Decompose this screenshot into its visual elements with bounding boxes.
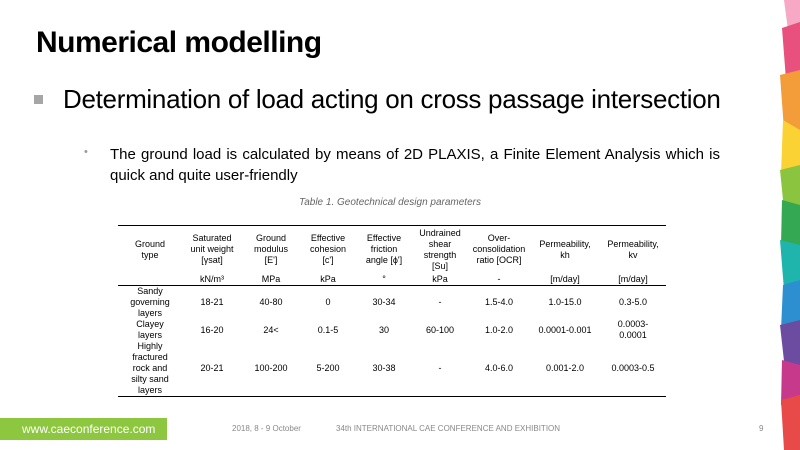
- table-caption: Table 1. Geotechnical design parameters: [299, 197, 481, 208]
- table-cell: -: [412, 341, 468, 397]
- column-header: Ground type: [118, 226, 182, 274]
- bullet-level1: [34, 84, 721, 115]
- column-header: Permeability, kh: [530, 226, 600, 274]
- page-number: 9: [759, 424, 764, 433]
- footer-date: 2018, 8 - 9 October: [232, 424, 301, 433]
- table-header-row: [118, 226, 666, 274]
- column-header: Over- consolidation ratio [OCR]: [468, 226, 530, 274]
- column-header: Undrained shear strength [Su]: [412, 226, 468, 274]
- column-header: Effective cohesion [c']: [300, 226, 356, 274]
- column-unit: kPa: [412, 273, 468, 286]
- table-cell: Highly fractured rock and silty sand layers: [118, 341, 182, 397]
- table-cell: 18-21: [200, 297, 224, 307]
- column-header: Permeability, kv: [600, 226, 666, 274]
- column-unit: [m/day]: [600, 273, 666, 286]
- table-cell: 0.0003- 0.0001: [617, 319, 649, 340]
- column-header: Effective friction angle [ϕ']: [356, 226, 412, 274]
- table-cell: 16-20: [200, 324, 224, 335]
- footer-event: 34th INTERNATIONAL CAE CONFERENCE AND EXHIBITION: [336, 424, 561, 433]
- table-cell: 30-34: [372, 297, 396, 307]
- column-unit: [m/day]: [530, 273, 600, 286]
- table-cell: 60-100: [425, 324, 455, 335]
- table-units-row: [118, 273, 666, 286]
- table-cell: 1.0-15.0: [548, 297, 582, 307]
- square-bullet-icon: [34, 95, 43, 104]
- table-cell: 100-200: [242, 341, 300, 397]
- table-cell: Sandy governing layers: [130, 286, 170, 318]
- column-header: Ground modulus [E']: [242, 226, 300, 274]
- table-cell: 24<: [263, 324, 279, 335]
- bullet-level1-text: Determination of load acting on cross passage intersection: [63, 84, 721, 114]
- geotechnical-parameters-table: [118, 225, 666, 397]
- table-cell: 20-21: [182, 341, 242, 397]
- column-unit: kN/m³: [182, 273, 242, 286]
- table-cell: 1.5-4.0: [484, 297, 514, 307]
- table-row: [118, 341, 666, 397]
- column-unit: [118, 273, 182, 286]
- table-cell: 0.0003-0.5: [600, 341, 666, 397]
- table-cell: 5-200: [300, 341, 356, 397]
- bullet-level2-text: The ground load is calculated by means of 2D PLAXIS, a Finite Element Analysis which is quick and quite user-friendly: [110, 146, 720, 184]
- column-unit: °: [356, 273, 412, 286]
- table-row: [118, 286, 666, 320]
- table-cell: -: [438, 297, 442, 307]
- slide-title: Numerical modelling: [36, 26, 322, 59]
- table-cell: 0.3-5.0: [618, 297, 648, 307]
- table-cell: 30: [378, 324, 389, 335]
- column-header: Saturated unit weight [γsat]: [182, 226, 242, 274]
- table-cell: 0: [325, 297, 331, 307]
- table-cell: 1.0-2.0: [484, 324, 514, 335]
- table-cell: 0.0001-0.001: [538, 324, 592, 335]
- column-unit: kPa: [300, 273, 356, 286]
- table-cell: Clayey layers: [136, 319, 164, 340]
- table-cell: 4.0-6.0: [468, 341, 530, 397]
- table-row: [118, 319, 666, 341]
- table-cell: 0.001-2.0: [530, 341, 600, 397]
- column-unit: -: [468, 273, 530, 286]
- table-cell: 0.1-5: [317, 324, 339, 335]
- decorative-color-strip: [778, 0, 800, 450]
- table-cell: 30-38: [356, 341, 412, 397]
- website-link[interactable]: www.caeconference.com: [0, 418, 167, 440]
- dot-bullet-icon: •: [84, 146, 88, 158]
- column-unit: MPa: [242, 273, 300, 286]
- table-body: [118, 286, 666, 397]
- table-cell: 40-80: [259, 297, 283, 307]
